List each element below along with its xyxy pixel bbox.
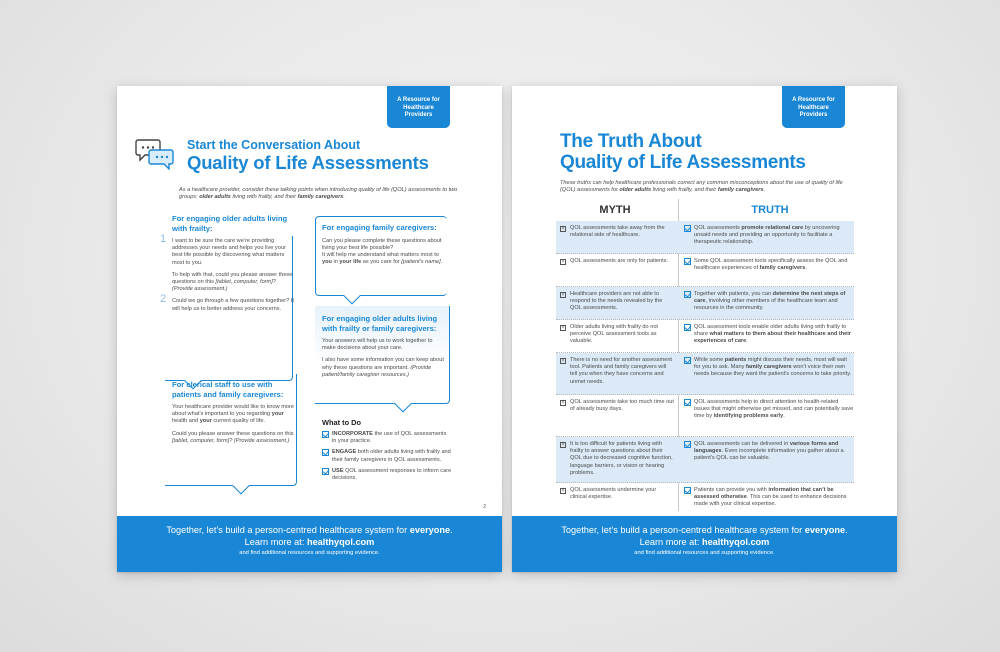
truth-text: Patients can provide you with	[694, 487, 769, 493]
checkbox-icon	[684, 258, 691, 265]
point-italic: [tablet, computer, form]? (Provide assessment.)	[172, 437, 290, 444]
table-header	[556, 199, 854, 221]
truth-text: Together with patients, you can	[694, 291, 773, 297]
myth-text: QOL assessments are only for patients.	[570, 258, 669, 264]
checkbox-icon	[684, 487, 691, 494]
talking-point	[160, 233, 294, 267]
checkbox-icon	[322, 449, 329, 456]
point-text: current quality of life.	[211, 418, 265, 425]
footer-text: Learn more at:	[639, 537, 702, 547]
column-header-truth: TRUTH	[751, 204, 789, 216]
x-box-icon: ×	[561, 292, 565, 298]
todo-item	[322, 449, 452, 463]
footer-note: and find additional resources and supporting evidence.	[239, 550, 380, 556]
truth-text: QOL assessment tools enable older adults living with frailty to share	[694, 324, 847, 338]
x-box-icon: ×	[561, 442, 565, 448]
myth-text: There is no need for another assessment tool. Patients and family caregivers will tell you when they have concerns and unmet needs.	[570, 357, 672, 385]
myth-cell	[560, 399, 674, 413]
truth-text: won’t voice their own needs because they want the patient’s concerns to take priority.	[694, 364, 852, 378]
truth-cell	[684, 225, 854, 247]
x-box-icon: ×	[561, 259, 565, 265]
resource-tag	[387, 86, 450, 128]
todo-title: What to Do	[322, 418, 361, 427]
point-text: I want to be sure the care we’re providing addresses your needs and helps you live your best life possible by discovering what matters most to you.	[172, 238, 286, 266]
myth-truth-table	[556, 199, 854, 519]
truth-bold: identifying problems early	[713, 413, 784, 420]
talking-point: Can you please complete these questions about living your best life possible?	[322, 237, 442, 251]
footer-bold: everyone	[409, 525, 451, 535]
footer-line	[512, 536, 897, 548]
talking-point	[172, 404, 294, 426]
page-title: Quality of Life Assessments	[560, 152, 806, 173]
checkbox-icon	[684, 441, 691, 448]
x-box-icon: ×	[561, 358, 565, 364]
truth-bold: determine the next steps of care	[694, 291, 846, 305]
truth-cell	[684, 291, 854, 313]
checkbox-icon	[684, 357, 691, 364]
truth-text: .	[783, 413, 785, 420]
talking-point: Your answers will help us to work together to make decisions about your care.	[322, 338, 433, 352]
todo-item	[322, 468, 452, 482]
x-box-icon: ×	[561, 400, 565, 406]
truth-bold: what matters to them about their healthcare and their experiences of care	[694, 331, 851, 345]
point-number: 2	[160, 293, 167, 306]
section-heading: For engaging older adults living with frailty or family caregivers:	[322, 314, 438, 333]
footer-text: Together, let’s build a person-centred healthcare system for	[561, 525, 805, 535]
intro-text	[179, 187, 469, 201]
myth-text: It is too difficult for patients living with frailty to answer questions about their QOL due to decreased cognitive function, language barriers, or vision or hearing problems.	[570, 441, 673, 476]
truth-text: QOL assessments can be delivered in	[694, 441, 790, 447]
footer-link[interactable]: healthyqol.com	[701, 537, 770, 547]
footer-line	[117, 536, 502, 548]
point-text: as you care for	[361, 259, 402, 266]
section-older-adults	[160, 214, 294, 313]
page-subtitle: The Truth About	[560, 131, 702, 152]
truth-bold: family caregivers	[745, 364, 792, 371]
myth-text: QOL assessments undermine your clinical expertise.	[570, 487, 657, 501]
right-page	[512, 86, 897, 572]
truth-text: While some	[694, 357, 725, 363]
truth-cell	[684, 324, 854, 346]
talking-point	[160, 293, 294, 312]
truth-text: . Even incomplete information you gather about a patient’s QOL can be valuable.	[694, 448, 844, 462]
tag-line: Healthcare	[403, 104, 434, 111]
point-text: It will help me understand what matters most to	[322, 251, 439, 258]
truth-text: by uncovering unsaid needs and providing an opportunity to facilitate a therapeutic relationship.	[694, 225, 840, 246]
point-text: To help with that, could you please answer these questions on this	[172, 271, 293, 286]
footer-text: Together, let’s build a person-centred healthcare system for	[166, 525, 410, 535]
myth-text: Older adults living with frailty do not perceive QOL assessment tools as valuable.	[570, 324, 658, 345]
section-heading: For clerical staff to use with patients and family caregivers:	[172, 380, 284, 399]
point-number: 1	[160, 233, 167, 245]
footer-line	[512, 524, 897, 536]
footer-text: .	[845, 525, 848, 535]
intro-part: .	[763, 187, 766, 194]
x-box-icon: ×	[561, 325, 565, 331]
myth-cell	[560, 357, 674, 386]
todo-text: QOL assessment responses to inform care decisions.	[332, 467, 452, 482]
todo-text: the use of QOL assessments in your practice.	[332, 431, 447, 445]
truth-text: QOL assessments	[694, 225, 742, 231]
table-row	[556, 320, 854, 353]
talking-point	[172, 431, 294, 445]
column-header-myth: MYTH	[599, 204, 631, 216]
checkbox-icon	[322, 468, 329, 475]
truth-text: . This can be used to enhance decisions made with your clinical expertise.	[694, 494, 847, 508]
point-text: .	[440, 259, 443, 266]
page-number: 2	[483, 504, 486, 510]
myth-cell	[560, 258, 674, 265]
page-title: Quality of Life Assessments	[187, 152, 429, 173]
truth-bold: information that can’t be assessed otherwise	[694, 487, 834, 501]
point-text: Could you please answer these questions on this	[172, 430, 294, 437]
truth-cell	[684, 487, 854, 509]
point-text: Could we go through a few questions together? It will help us to better address your concerns.	[172, 298, 294, 312]
point-italic: [tablet, computer, form]? (Provide assessment.)	[172, 279, 276, 293]
point-bold: your	[271, 411, 284, 418]
intro-part: living with frailty, and their	[230, 194, 298, 201]
x-box-icon: ×	[561, 226, 565, 232]
myth-text: Healthcare providers are not able to respond to the needs revealed by the QOL assessments.	[570, 291, 663, 312]
myth-cell	[560, 324, 674, 346]
truth-text: QOL assessments help to direct attention to health-related issues that might otherwise get missed, and can potentially save time by	[694, 399, 854, 420]
point-text: I also have some information you can keep about why these questions are important.	[322, 357, 444, 371]
todo-bold: INCORPORATE	[332, 431, 373, 437]
section-heading: For engaging family caregivers:	[322, 223, 437, 232]
footer-text: .	[450, 525, 453, 535]
truth-text: .	[805, 265, 807, 272]
myth-text: QOL assessments take too much time out of already busy days.	[570, 399, 674, 413]
truth-text: Some QOL assessment tools specifically assess the QOL and healthcare experiences of	[694, 258, 848, 272]
todo-bold: ENGAGE	[332, 449, 357, 456]
truth-text: , involving other members of the healthcare team and resources in the community.	[694, 298, 838, 312]
truth-bold: patients	[724, 357, 747, 363]
checkbox-icon	[322, 431, 329, 438]
footer-banner	[117, 516, 502, 572]
todo-text: both older adults living with frailty and their family caregivers in QOL assessments.	[332, 449, 451, 463]
section-heading: For engaging older adults living with frailty:	[172, 214, 288, 233]
table-row	[556, 353, 854, 395]
point-text: Your healthcare provider would like to know more about what’s important to you regarding	[172, 404, 294, 418]
point-italic: (Provide patient/family caregiver resources.)	[322, 364, 432, 378]
footer-banner	[512, 516, 897, 572]
truth-bold: various forms and languages	[694, 441, 839, 455]
talking-point	[172, 272, 294, 294]
intro-part: living with frailty, and their	[651, 187, 718, 194]
checkbox-icon	[684, 291, 691, 298]
myth-cell	[560, 441, 674, 477]
tag-line: Providers	[404, 112, 433, 118]
truth-text: .	[746, 338, 748, 345]
intro-part: .	[343, 194, 345, 201]
checkbox-icon	[684, 324, 691, 331]
table-row	[556, 287, 854, 320]
point-italic: [patient’s name]	[401, 259, 441, 266]
myth-cell	[560, 291, 674, 313]
myth-cell	[560, 487, 674, 501]
truth-cell	[684, 258, 854, 272]
talking-point	[322, 357, 444, 379]
checkbox-icon	[684, 399, 691, 406]
intro-text	[560, 180, 852, 194]
truth-text: might discuss their needs, most will wait for you to ask. Many	[694, 357, 847, 371]
truth-bold: family caregivers	[759, 265, 806, 272]
myth-text: QOL assessments take away from the relational side of healthcare.	[570, 225, 665, 239]
point-bold: your life	[339, 259, 362, 266]
footer-bold: everyone	[804, 525, 846, 535]
todo-bold: USE	[332, 467, 344, 474]
section-family-caregivers	[322, 223, 444, 266]
talking-point	[322, 252, 444, 266]
truth-cell	[684, 441, 854, 463]
myth-cell	[560, 225, 674, 239]
tag-line: A Resource for	[397, 97, 440, 103]
tag-line: Healthcare	[798, 104, 829, 111]
table-row	[556, 221, 854, 254]
intro-bold: family caregivers	[717, 187, 764, 194]
table-row	[556, 254, 854, 287]
point-text: in	[331, 259, 340, 266]
section-clerical-staff	[172, 380, 294, 445]
table-row	[556, 395, 854, 437]
footer-text: Learn more at:	[244, 537, 307, 547]
left-page	[117, 86, 502, 572]
intro-bold: older adults	[199, 194, 231, 201]
point-text: health and	[172, 418, 200, 425]
truth-bold: promote relational care	[741, 225, 804, 231]
section-what-to-do	[322, 418, 452, 486]
truth-cell	[684, 357, 854, 379]
intro-part: As a healthcare provider, consider these talking points when introducing quality of life (QOL) assessments to two groups:	[179, 187, 458, 201]
intro-bold: older adults	[619, 187, 652, 194]
intro-bold: family caregivers	[297, 194, 344, 201]
footer-note: and find additional resources and supporting evidence.	[634, 550, 775, 556]
point-bold: you	[322, 259, 332, 266]
section-frailty-or-caregivers	[322, 314, 444, 379]
intro-part: These truths can help healthcare professionals correct any common misconceptions about the use of quality of life (QOL) assessments for	[560, 180, 843, 194]
tag-line: A Resource for	[792, 97, 835, 103]
table-row	[556, 483, 854, 519]
tag-line: Providers	[799, 112, 828, 118]
truth-cell	[684, 399, 854, 421]
chat-bubbles-icon	[135, 136, 175, 170]
table-row	[556, 437, 854, 483]
todo-item	[322, 431, 452, 445]
footer-link[interactable]: healthyqol.com	[306, 537, 375, 547]
resource-tag	[782, 86, 845, 128]
point-bold: your	[199, 418, 212, 425]
page-subtitle: Start the Conversation About	[187, 138, 361, 152]
x-box-icon: ×	[561, 488, 565, 494]
footer-line	[117, 524, 502, 536]
checkbox-icon	[684, 225, 691, 232]
